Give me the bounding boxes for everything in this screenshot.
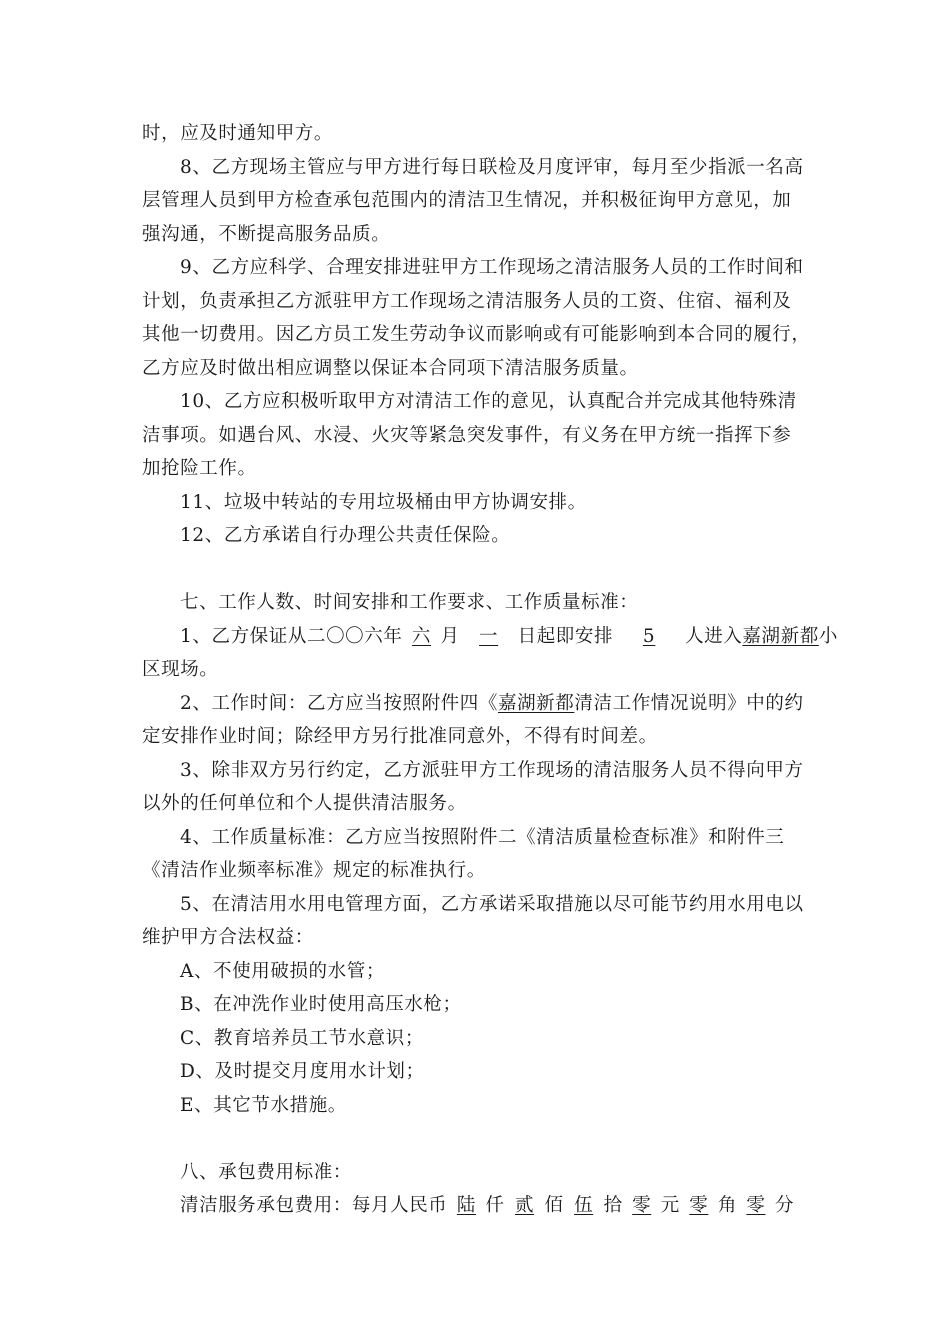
section-7-heading: 七、工作人数、时间安排和工作要求、工作质量标准： <box>180 592 639 613</box>
fee-digit-blank: 贰 <box>514 1195 535 1216</box>
text-line: 时，应及时通知甲方。 <box>142 123 334 144</box>
list-item-c: C、教育培养员工节水意识； <box>180 1027 424 1049</box>
clause-7-2 <box>142 687 825 721</box>
list-item-e: E、其它节水措施。 <box>180 1094 347 1116</box>
month-blank: 六 <box>411 625 432 647</box>
text-line: 乙方应及时做出相应调整以保证本合同项下清洁服务质量。 <box>142 357 639 379</box>
text-segment: 清洁工作情况说明》中的约 <box>574 692 804 714</box>
clause-11: 11、垃圾中转站的专用垃圾桶由甲方协调安排。 <box>180 491 587 513</box>
staff-count-blank: 5 <box>642 625 656 647</box>
text-line: 层管理人员到甲方检查承包范围内的清洁卫生情况，并积极征询甲方意见，加 <box>142 190 792 211</box>
place-name: 嘉湖新都 <box>742 625 819 647</box>
fee-unit: 元 <box>660 1195 680 1216</box>
clause-7-4: 4、工作质量标准：乙方应当按照附件二《清洁质量检查标准》和附件三 <box>180 826 785 848</box>
text-line: 加抢险工作。 <box>142 458 257 479</box>
section-gap <box>142 1122 825 1156</box>
text-segment: 日起即安排 <box>517 625 614 647</box>
clause-8: 8、乙方现场主管应与甲方进行每日联检及月度评审，每月至少指派一名高 <box>180 156 804 178</box>
text-segment: 小 <box>818 625 838 647</box>
list-item-a: A、不使用破损的水管； <box>180 960 385 982</box>
fee-unit: 佰 <box>544 1195 564 1216</box>
text-line: 以外的任何单位和个人提供清洁服务。 <box>142 793 467 814</box>
section-gap <box>142 553 825 587</box>
list-item-b: B、在冲洗作业时使用高压水枪； <box>180 994 462 1015</box>
clause-7-1 <box>142 620 838 654</box>
fee-line <box>142 1189 825 1223</box>
text-segment: 清洁服务承包费用：每月人民币 <box>180 1195 448 1216</box>
text-line: 《清洁作业频率标准》规定的标准执行。 <box>142 860 486 881</box>
text-line: 区现场。 <box>142 659 219 680</box>
clause-9: 9、乙方应科学、合理安排进驻甲方工作现场之清洁服务人员的工作时间和 <box>180 257 804 278</box>
clause-7-3: 3、除非双方另行约定，乙方派驻甲方工作现场的清洁服务人员不得向甲方 <box>180 759 804 781</box>
fee-digit-blank: 零 <box>632 1195 652 1216</box>
clause-10: 10、乙方应积极听取甲方对清洁工作的意见，认真配合并完成其他特殊清 <box>180 391 797 412</box>
list-item-d: D、及时提交月度用水计划； <box>180 1061 425 1082</box>
text-segment: 2、工作时间：乙方应当按照附件四《 <box>180 692 498 714</box>
text-line: 强沟通，不断提高服务品质。 <box>142 223 391 245</box>
text-line: 定安排作业时间；除经甲方另行批准同意外，不得有时间差。 <box>142 726 658 747</box>
text-segment: 月 <box>440 625 460 647</box>
section-8-heading: 八、承包费用标准： <box>180 1161 352 1183</box>
text-segment: 人进入 <box>685 625 743 647</box>
text-segment: 1、乙方保证从二〇〇六年 <box>180 625 403 647</box>
text-line: 计划，负责承担乙方派驻甲方工作现场之清洁服务人员的工资、住宿、福利及 <box>142 290 792 312</box>
day-blank: 一 <box>479 625 499 647</box>
text-line: 洁事项。如遇台风、水浸、火灾等紧急突发事件，有义务在甲方统一指挥下参 <box>142 424 792 446</box>
fee-digit-blank: 陆 <box>456 1195 476 1216</box>
fee-digit-blank: 零 <box>689 1195 709 1216</box>
text-line: 其他一切费用。因乙方员工发生劳动争议而影响或有可能影响到本合同的履行， <box>142 324 811 345</box>
clause-7-5: 5、在清洁用水用电管理方面，乙方承诺采取措施以尽可能节约用水用电以 <box>180 893 804 915</box>
place-name: 嘉湖新都 <box>497 692 575 714</box>
fee-unit: 拾 <box>603 1195 623 1216</box>
fee-unit: 仟 <box>485 1195 505 1216</box>
fee-digit-blank: 零 <box>746 1195 766 1216</box>
clause-12: 12、乙方承诺自行办理公共责任保险。 <box>180 525 511 546</box>
text-line: 维护甲方合法权益： <box>142 927 314 948</box>
fee-unit: 角 <box>717 1195 737 1216</box>
fee-digit-blank: 伍 <box>574 1195 594 1216</box>
fee-unit: 分 <box>774 1195 795 1216</box>
